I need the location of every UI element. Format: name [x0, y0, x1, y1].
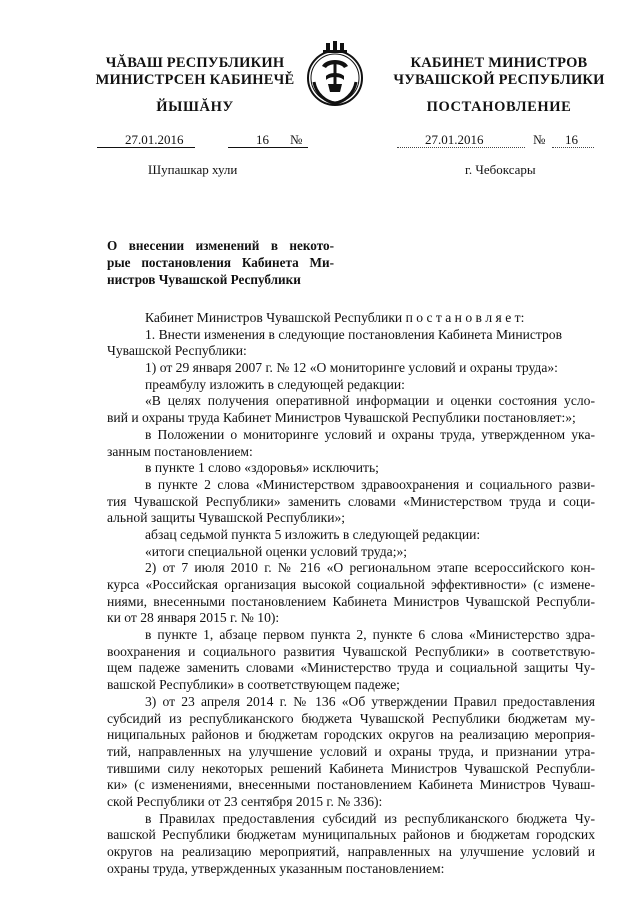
right-date: 27.01.2016: [425, 132, 484, 147]
body-line: «итоги специальной оценки условий труда;»;: [145, 543, 408, 559]
document-title-line: рые постановления Кабинета Ми-: [107, 255, 334, 270]
body-line: абзац седьмой пункта 5 изложить в следующей редакции:: [145, 526, 481, 542]
body-line: преамбулу изложить в следующей редакции:: [145, 376, 405, 392]
right-number-sign: №: [533, 132, 546, 147]
body-line: в Положении о мониторинге условий и охраны труда, утвержденном ука-: [145, 426, 595, 442]
body-line: ской Республики от 23 сентября 2015 г. № 336):: [107, 793, 383, 809]
body-line: альной защиты Чувашской Республики»;: [107, 510, 346, 526]
body-line: вашской Республики бюджетам муниципальных районов и бюджетам городских: [107, 827, 595, 843]
document-title-line: нистров Чувашской Республики: [107, 272, 301, 287]
body-line: округов на реализацию мероприятий, направленных на улучшение условий и: [107, 844, 595, 859]
body-line: щем падеже заменить словами «Министерство труда и социальной защиты Чу-: [107, 660, 595, 676]
body-line: Кабинет Министров Чувашской Республики п о с т а н о в л я е т:: [145, 310, 525, 325]
body-line: в пункте 2 слова «Министерством здравоохранения и социального разви-: [145, 476, 595, 492]
header-left-line1: ЧĂВАШ РЕСПУБЛИКИН: [105, 55, 285, 71]
body-line: 1. Внести изменения в следующие постановления Кабинета Министров: [145, 326, 563, 342]
left-number-sign: №: [290, 132, 303, 147]
body-line: ниципальных районов и бюджетам городских округов на реализацию мероприя-: [107, 727, 595, 743]
right-number: 16: [565, 132, 578, 147]
document-title: [107, 237, 334, 288]
body-line: тившими силу некоторых решений Кабинета Министров Чувашской Республи-: [107, 760, 595, 776]
left-date: 27.01.2016: [125, 132, 184, 147]
body-line: в Правилах предоставления субсидий из республиканского бюджета Чу-: [145, 810, 595, 826]
header-left-doc-type: ЙЫШĂНУ: [156, 99, 234, 115]
header-right-line1: КАБИНЕТ МИНИСТРОВ: [410, 55, 588, 71]
body-line: занным постановлением:: [107, 443, 253, 459]
right-city: г. Чебоксары: [465, 162, 536, 177]
document-body: [107, 310, 595, 877]
body-line: ки» (с изменениями, внесенными постановлением Кабинета Министров Чуваш-: [107, 777, 595, 793]
body-line: в пункте 1, абзаце первом пункта 2, пункте 6 слова «Министерство здра-: [145, 627, 595, 643]
body-line: субсидий из республиканского бюджета Чувашской Республики бюджетам му-: [107, 710, 595, 726]
body-line: тия Чувашской Республики» заменить словами «Министерством труда и соци-: [107, 493, 595, 509]
body-line: 3) от 23 апреля 2014 г. № 136 «Об утверждении Правил предоставления: [145, 693, 595, 709]
body-line: вашской Республики» в соответствующем падеже;: [107, 677, 400, 693]
body-line: Чувашской Республики:: [107, 343, 247, 359]
chuvash-emblem-icon: [304, 40, 366, 110]
body-line: воохранения и социального развития Чувашской Республики» в соответствую-: [107, 643, 595, 659]
body-line: ки от 28 января 2015 г. № 10):: [107, 610, 280, 626]
header-right-org: [388, 55, 610, 89]
body-line: тий, направленных на улучшение условий и охраны труда, и признании утра-: [107, 743, 595, 759]
body-line: 2) от 7 июля 2010 г. № 216 «О региональном этапе всероссийского кон-: [145, 560, 595, 576]
header-right-doc-type: ПОСТАНОВЛЕНИЕ: [426, 99, 572, 115]
document-title-line: О внесении изменений в некото-: [107, 238, 334, 253]
header-left-line2: МИНИСТРСЕН КАБИНЕЧĚ: [95, 72, 295, 88]
left-number: 16: [256, 132, 269, 147]
body-line: курса «Российская организация высокой социальной эффективности» (с измене-: [107, 577, 595, 592]
left-city: Шупашкар хули: [148, 162, 238, 177]
body-line: в пункте 1 слово «здоровья» исключить;: [145, 460, 379, 476]
body-line: ниями, внесенными постановлением Кабинета Министров Чувашской Республи-: [107, 593, 595, 609]
body-line: «В целях получения оперативной информации и оценки состояния усло-: [145, 393, 595, 409]
body-line: вий и охраны труда Кабинет Министров Чувашской Республики постановляет:»;: [107, 410, 576, 426]
body-line: 1) от 29 января 2007 г. № 12 «О мониторинге условий и охраны труда»:: [145, 360, 558, 376]
body-line: охраны труда, утвержденных указанным постановлением:: [107, 860, 445, 876]
header-right-line2: ЧУВАШСКОЙ РЕСПУБЛИКИ: [393, 72, 605, 88]
header-left-org: [90, 55, 300, 89]
